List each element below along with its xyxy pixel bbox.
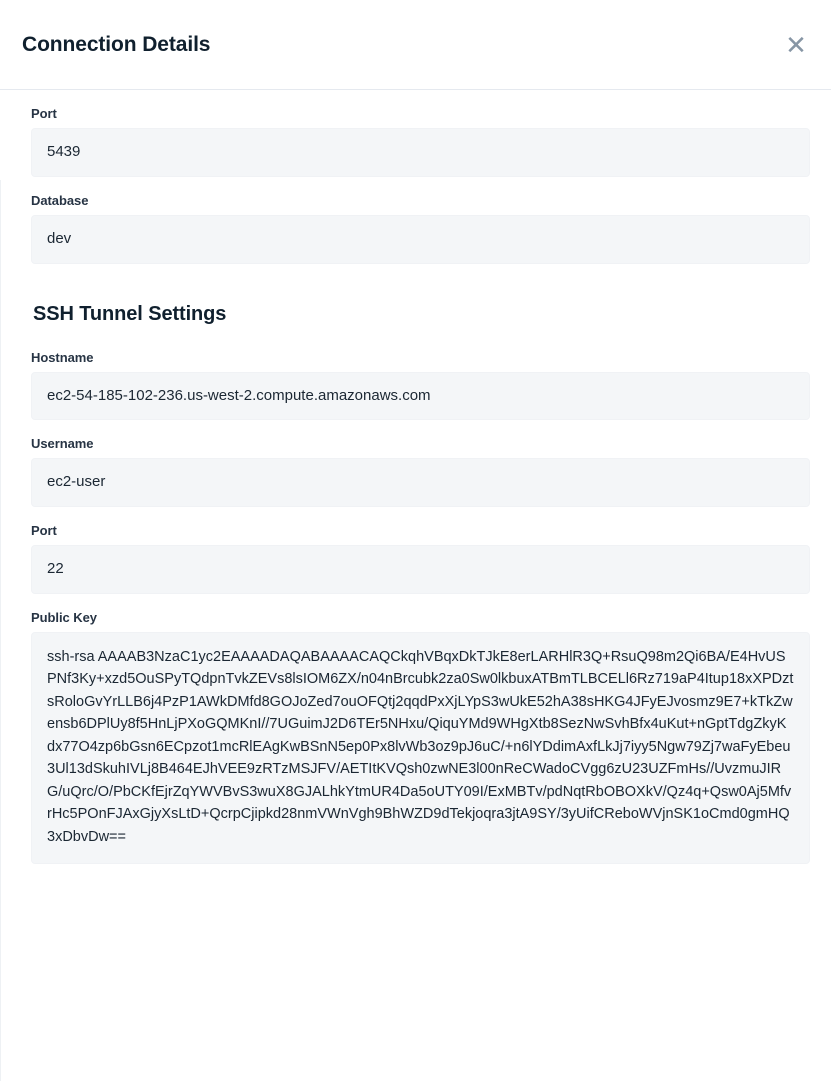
field-value-ssh-port[interactable]: 22 (31, 545, 810, 594)
field-public-key (31, 610, 799, 864)
field-value-port[interactable]: 5439 (31, 128, 810, 177)
close-icon[interactable]: ✕ (781, 30, 811, 60)
field-label-ssh-port: Port (31, 523, 57, 538)
field-label-public-key: Public Key (31, 609, 97, 625)
field-ssh-username (31, 436, 799, 507)
field-label-ssh-username: Username (31, 436, 94, 452)
field-label-ssh-hostname: Hostname (31, 349, 94, 365)
page-title: Connection Details (22, 32, 211, 56)
scroll-area (0, 90, 821, 900)
left-rail-divider (0, 180, 1, 1081)
field-value-public-key[interactable]: ssh-rsa AAAAB3NzaC1yc2EAAAADAQABAAAACAQCkqhVBqxDkTJkE8erLARHlR3Q+RsuQ98m2Qi6BA/E4HvUSPNf3Ky+xzd5OuSPyTQdpnTvkZEVs8lsIOM6ZX/n04nBrcubk2za0Sw0lkbuxATBmTLBCELl6Rz719aP4Itup18xXPDztsRoloGvYrLLB6j4PzP1AWkDMfd8GOJoZed7ouOFQtj2qqdPxXjLYpS3wUkE52hA38sHKG4JFyEJvosmz9E7+kTkZwensb6DPlUy8f5HnLjPXoGQMKnI//7UGuimJ2D6TEr5NHxu/QiquYMd9WHgXtb8SezNwSvhBfx4uKut+nGptTdgZkyKdx77O4zp6bGsn6ECpzot1mcRlEAgKwBSnN5ep0Px8lvWb3oz9pJ6uC/+n6lYDdimAxfLkJj7iyy5Ngw79Zj7waFyEbeu3Ul13dSkuhIVLj8B464EJhVEE9zRTzMSJFV/AETItKVQsh0zwNE3l00nReCWadoCVgg6zU23UZFmHs//UvzmuJIRG/uQrc/O/PbCKfEjrZqYWVBvS3wuX8GJALhkYtmUR4Da5oUTY09I/ExMBTv/pdNqtRbOBOXkV/Qz4q+Qsw0Aj5MfvrHc5POnFJAxGjyXsLtD+QcrpCjipkd28nmVWnVgh9BhWZD9dTekjoqra3jtA9SY/3yUifCReboWVjnSK1oCmd0gmHQ3xDbvDw== (31, 632, 810, 864)
field-value-ssh-username[interactable]: ec2-user (31, 458, 810, 507)
field-label-port: Port (31, 106, 57, 121)
field-value-database[interactable]: dev (31, 215, 810, 264)
field-value-ssh-hostname[interactable]: ec2-54-185-102-236.us-west-2.compute.amazonaws.com (31, 372, 810, 421)
field-ssh-hostname (31, 350, 799, 421)
section-title-ssh-tunnel: SSH Tunnel Settings (33, 302, 227, 325)
modal-header (0, 0, 831, 90)
modal-body[interactable] (0, 90, 831, 1081)
field-label-database: Database (31, 192, 89, 208)
field-port (31, 106, 799, 177)
field-ssh-port (31, 523, 799, 594)
field-database (31, 193, 799, 264)
